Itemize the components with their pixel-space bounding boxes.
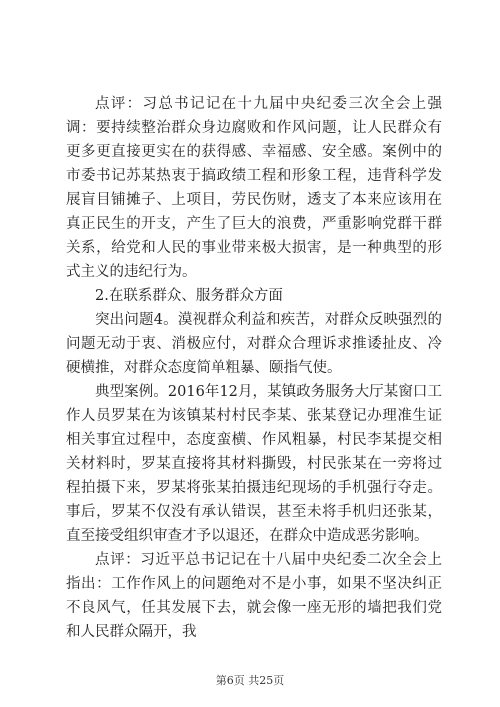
commentary-paragraph-1: 点评：习总书记记在十九届中央纪委三次全会上强调：要持续整治群众身边腐败和作风问题，让人民群众有更多更直接更实在的获得感、幸福感、安全感。案例中的市委书记苏某热衷于搞政绩工程和形象工程，违背科学发展盲目铺摊子、上项目，劳民伤财，透支了本来应该用在真正民生的开支，产生了巨大的浪费，严重影响党群干群关系，给党和人民的事业带来极大损害，是一种典型的形式主义的违纪行为。 — [66, 96, 442, 280]
section-heading: 2.在联系群众、服务群众方面 — [95, 288, 283, 304]
case-paragraph: 典型案例。2016年12月，某镇政务服务大厅某窗口工作人员罗某在为该镇某村村民李某、张某登记办理准生证相关事宜过程中，态度蛮横、作风粗暴，村民李某提交相关材料时，罗某直接将其材料撕毁，村民张某在一旁将过程拍摄下来，罗某将张某拍摄违纪现场的手机强行夺走。事后，罗某不仅没有承认错误，甚至未将手机归还张某，直至接受组织审查才予以退还，在群众中造成恶劣影响。 — [66, 384, 442, 544]
problem-paragraph: 突出问题4。漠视群众利益和疾苦，对群众反映强烈的问题无动于衷、消极应付，对群众合理诉求推诿扯皮、冷硬横推，对群众态度简单粗暴、颐指气使。 — [66, 312, 442, 376]
commentary-paragraph-2: 点评：习近平总书记记在十八届中央纪委二次全会上指出：工作作风上的问题绝对不是小事，如果不坚决纠正不良风气，任其发展下去，就会像一座无形的墙把我们党和人民群众隔开，我 — [66, 552, 442, 640]
document-body — [66, 92, 442, 644]
page-footer: 第6页 共25页 — [215, 674, 285, 687]
